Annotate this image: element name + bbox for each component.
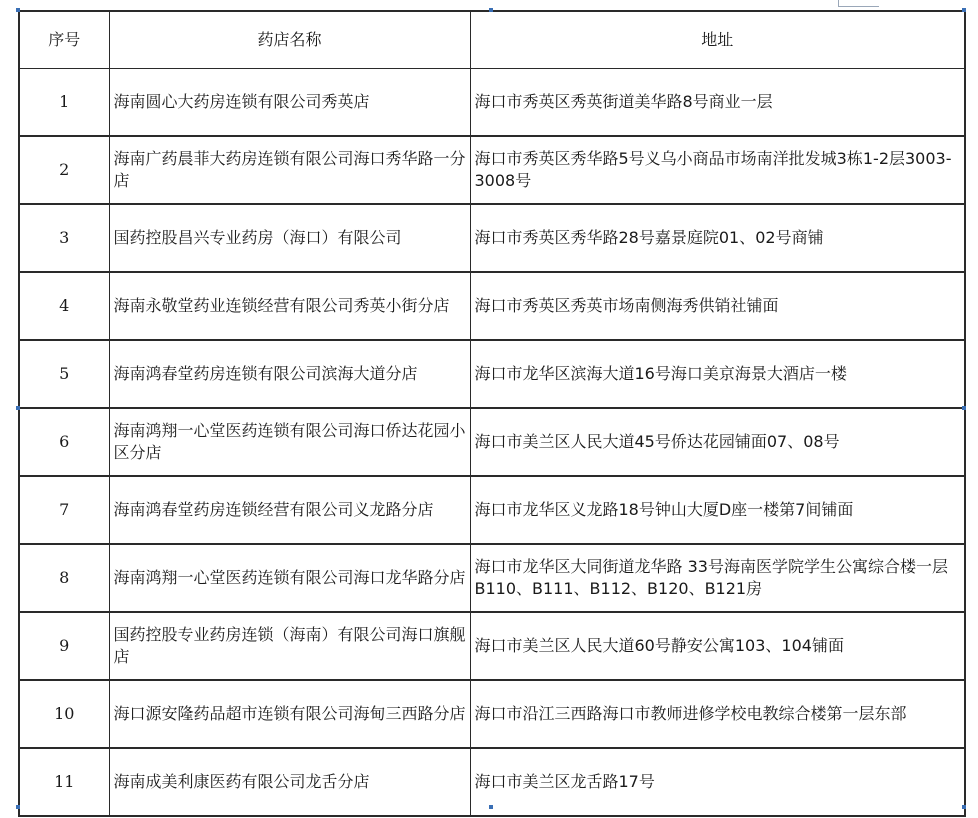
cell-serial[interactable]: 4 — [19, 272, 109, 340]
header-row — [19, 11, 965, 69]
resize-handle-bottom-left[interactable] — [16, 805, 20, 809]
table-row — [19, 136, 965, 204]
cell-address[interactable]: 海口市沿江三西路海口市教师进修学校电教综合楼第一层东部 — [470, 680, 965, 748]
pharmacy-table[interactable] — [18, 10, 966, 817]
table-row — [19, 272, 965, 340]
cell-name[interactable]: 海口源安隆药品超市连锁有限公司海甸三西路分店 — [109, 680, 470, 748]
page-corner-mark — [838, 0, 879, 7]
header-serial[interactable]: 序号 — [19, 11, 109, 69]
cell-serial[interactable]: 9 — [19, 612, 109, 680]
cell-address[interactable]: 海口市美兰区龙舌路17号 — [470, 748, 965, 816]
table-row — [19, 680, 965, 748]
cell-name[interactable]: 海南鸿春堂药房连锁经营有限公司义龙路分店 — [109, 476, 470, 544]
cell-name[interactable]: 海南广药晨菲大药房连锁有限公司海口秀华路一分店 — [109, 136, 470, 204]
cell-name[interactable]: 海南鸿春堂药房连锁有限公司滨海大道分店 — [109, 340, 470, 408]
resize-handle-bottom-center[interactable] — [489, 805, 493, 809]
pharmacy-table-container — [18, 10, 964, 807]
cell-serial[interactable]: 8 — [19, 544, 109, 612]
table-row — [19, 544, 965, 612]
cell-serial[interactable]: 11 — [19, 748, 109, 816]
header-name[interactable]: 药店名称 — [109, 11, 470, 69]
cell-serial[interactable]: 5 — [19, 340, 109, 408]
cell-address[interactable]: 海口市美兰区人民大道60号静安公寓103、104铺面 — [470, 612, 965, 680]
cell-name[interactable]: 海南鸿翔一心堂医药连锁有限公司海口龙华路分店 — [109, 544, 470, 612]
cell-serial[interactable]: 1 — [19, 69, 109, 137]
cell-address[interactable]: 海口市秀英区秀英街道美华路8号商业一层 — [470, 69, 965, 137]
cell-name[interactable]: 国药控股昌兴专业药房（海口）有限公司 — [109, 204, 470, 272]
cell-serial[interactable]: 7 — [19, 476, 109, 544]
cell-address[interactable]: 海口市龙华区义龙路18号钟山大厦D座一楼第7间铺面 — [470, 476, 965, 544]
cell-serial[interactable]: 3 — [19, 204, 109, 272]
resize-handle-middle-left[interactable] — [16, 406, 20, 410]
cell-name[interactable]: 海南圆心大药房连锁有限公司秀英店 — [109, 69, 470, 137]
table-row — [19, 69, 965, 137]
resize-handle-bottom-right[interactable] — [962, 805, 966, 809]
cell-serial[interactable]: 6 — [19, 408, 109, 476]
table-row — [19, 340, 965, 408]
cell-address[interactable]: 海口市秀英区秀英市场南侧海秀供销社铺面 — [470, 272, 965, 340]
resize-handle-top-center[interactable] — [489, 8, 493, 12]
cell-name[interactable]: 国药控股专业药房连锁（海南）有限公司海口旗舰店 — [109, 612, 470, 680]
cell-address[interactable]: 海口市美兰区人民大道45号侨达花园铺面07、08号 — [470, 408, 965, 476]
resize-handle-top-left[interactable] — [16, 8, 20, 12]
header-address[interactable]: 地址 — [470, 11, 965, 69]
resize-handle-middle-right[interactable] — [962, 406, 966, 410]
resize-handle-top-right[interactable] — [962, 8, 966, 12]
cell-serial[interactable]: 2 — [19, 136, 109, 204]
cell-address[interactable]: 海口市龙华区大同街道龙华路 33号海南医学院学生公寓综合楼一层 B110、B111、B112、B120、B121房 — [470, 544, 965, 612]
cell-address[interactable]: 海口市龙华区滨海大道16号海口美京海景大酒店一楼 — [470, 340, 965, 408]
table-row — [19, 204, 965, 272]
cell-serial[interactable]: 10 — [19, 680, 109, 748]
cell-address[interactable]: 海口市秀英区秀华路28号嘉景庭院01、02号商铺 — [470, 204, 965, 272]
table-row — [19, 612, 965, 680]
table-row — [19, 476, 965, 544]
cell-name[interactable]: 海南鸿翔一心堂医药连锁有限公司海口侨达花园小区分店 — [109, 408, 470, 476]
cell-address[interactable]: 海口市秀英区秀华路5号义乌小商品市场南洋批发城3栋1-2层3003-3008号 — [470, 136, 965, 204]
cell-name[interactable]: 海南永敬堂药业连锁经营有限公司秀英小街分店 — [109, 272, 470, 340]
table-row — [19, 408, 965, 476]
cell-name[interactable]: 海南成美利康医药有限公司龙舌分店 — [109, 748, 470, 816]
